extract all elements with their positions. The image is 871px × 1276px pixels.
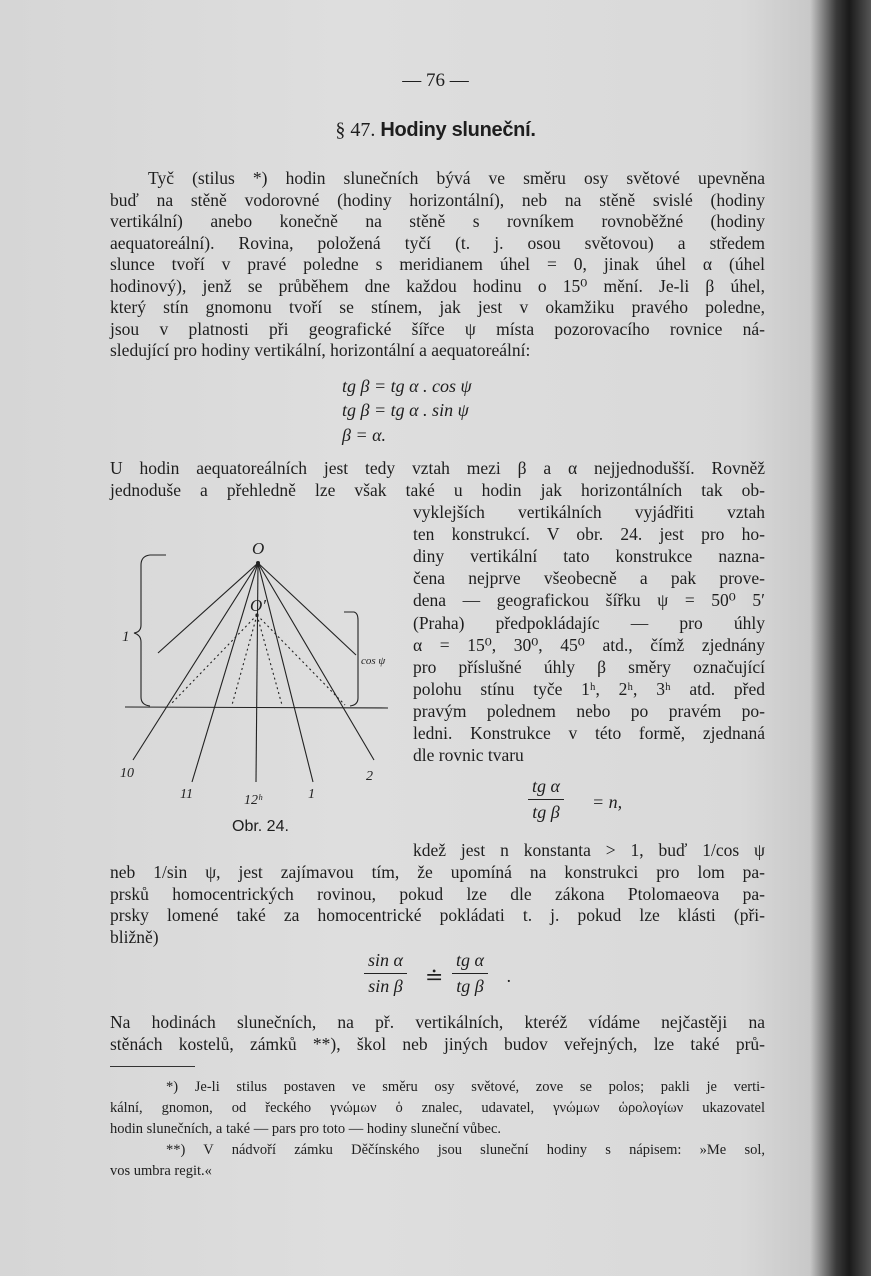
text-line: dena — geografickou šířku ψ = 50⁰ 5′	[413, 590, 765, 611]
footnote-rule	[110, 1066, 195, 1067]
fraction-denominator: tg β	[532, 802, 560, 822]
text-line: diny vertikální tato konstrukce nazna-	[413, 546, 765, 567]
text-line: hodinový), jenž se průběhem dne každou hodinu o 15⁰ mění. Je-li β úhel,	[110, 275, 765, 296]
text-line: buď na stěně vodorovné (hodiny horizontální), neb na stěně svislé (hodiny	[110, 189, 765, 210]
text-line: sledující pro hodiny vertikální, horizontální a aequatoreální:	[110, 340, 531, 360]
fraction-numerator: tg α	[528, 776, 564, 800]
label-apex-prime: O′	[250, 596, 266, 615]
text-line: hodin slunečních, a také — pars pro toto — hodiny sluneční vůbec.	[110, 1121, 502, 1137]
text-line: kdež jest n konstanta > 1, buď 1/cos ψ	[413, 840, 765, 860]
tg-denominator: tg β	[456, 976, 484, 996]
section-title: Hodiny sluneční.	[380, 119, 536, 141]
text-line: pravým polednem nebo po pravém po-	[413, 700, 765, 721]
text-line: vertikální) anebo konečně na stěně s rovníkem rovnoběžné (hodiny	[110, 211, 765, 231]
label-brace-right: cos ψ	[361, 655, 386, 667]
equation-aequatoreal: β = α.	[342, 425, 387, 445]
text-line: ledni. Konstrukce v této formě, zjednaná	[413, 723, 765, 743]
text-line: (Praha) předpokládajíc — pro úhly	[413, 612, 765, 633]
text-line: vyklejších vertikálních vyjádřiti vztah	[413, 502, 765, 522]
label-hour-10: 10	[120, 766, 134, 781]
sin-numerator: sin α	[364, 950, 407, 974]
text-line: jednoduše a přehledně lze však také u hodin jak horizontálních tak ob-	[110, 480, 765, 500]
text-line: α = 15⁰, 30⁰, 45⁰ atd., čímž zjednány	[413, 634, 765, 655]
text-line: U hodin aequatoreálních jest tedy vztah mezi β a α nejjednodušší. Rovněž	[110, 458, 765, 478]
label-hour-1: 1	[308, 787, 315, 802]
page-number: — 76 —	[402, 70, 469, 91]
text-line: jsou v platnosti při geografické šířce ψ místa pozorovacího rovnice ná-	[110, 318, 765, 339]
label-hour-12: 12ʰ	[244, 793, 262, 808]
text-line: ten konstrukcí. V obr. 24. jest pro ho-	[413, 524, 765, 545]
fraction-n-rhs: = n,	[592, 792, 623, 812]
text-line: kální, gnomon, od řeckého γνώμων ὁ znalec, udavatel, γνώμων ὡρολογίων ukazovatel	[110, 1100, 765, 1116]
section-symbol: § 47.	[335, 119, 376, 141]
text-line: prsků homocentrických rovinou, pokud lze dle zákona Ptolomaeova pa-	[110, 883, 765, 904]
fraction-sin-left	[364, 950, 407, 997]
text-line: *) Je-li stilus postaven ve směru osy světové, zove se polos; pakli je verti-	[166, 1079, 765, 1095]
right-bracket	[344, 612, 358, 706]
fraction-n	[528, 776, 564, 823]
left-brace	[134, 555, 166, 706]
text-line: polohu stínu tyče 1ʰ, 2ʰ, 3ʰ atd. před	[413, 678, 765, 699]
text-line: aequatoreální). Rovina, položená tyčí (t. j. osou světovou) a středem	[110, 232, 765, 253]
approx-equal: ≐	[425, 964, 444, 989]
text-line: **) V nádvoří zámku Děčínského jsou sluneční hodiny s nápisem: »Me sol,	[166, 1142, 765, 1158]
equation-vertical: tg β = tg α . cos ψ	[342, 376, 472, 396]
label-apex: O	[252, 539, 265, 558]
tg-numerator: tg α	[452, 950, 488, 974]
text-line: Na hodinách slunečních, na př. vertikálních, kteréž vídáme nejčastěji na	[110, 1012, 765, 1032]
label-hour-2: 2	[366, 769, 373, 784]
text-line: dle rovnic tvaru	[413, 745, 524, 766]
text-line: vos umbra regit.«	[110, 1163, 212, 1179]
text-line: slunce tvoří v pravé poledne s meridianem úhel = 0, jinak úhel α (úhel	[110, 254, 765, 274]
text-line: prsky lomené také za homocentrické pokládati t. j. pokud lze klásti (při-	[110, 905, 765, 926]
label-hour-11: 11	[180, 787, 193, 802]
sin-denominator: sin β	[368, 976, 403, 996]
text-line: čena nejprve všeobecně a pak prove-	[413, 568, 765, 589]
text-line: Tyč (stilus *) hodin slunečních bývá ve směru osy světové upevněna	[148, 168, 765, 188]
text-line: pro příslušné úhly β směry označující	[413, 656, 765, 677]
label-brace-left: 1	[122, 629, 130, 645]
text-line: stěnách kostelů, zámků **), škol neb jiných budov veřejných, lze také prů-	[110, 1033, 765, 1054]
fraction-sin-right	[452, 950, 488, 997]
text-line: neb 1/sin ψ, jest zajímavou tím, že upomíná na konstrukci pro lom pa-	[110, 862, 765, 882]
figure-caption: Obr. 24.	[232, 818, 289, 835]
text-line: bližně)	[110, 927, 159, 948]
equation-horizontal: tg β = tg α . sin ψ	[342, 400, 469, 420]
period: .	[507, 966, 512, 986]
text-line: který stín gnomonu tvoří se stínem, jak jest v okamžiku pravého poledne,	[110, 297, 765, 317]
